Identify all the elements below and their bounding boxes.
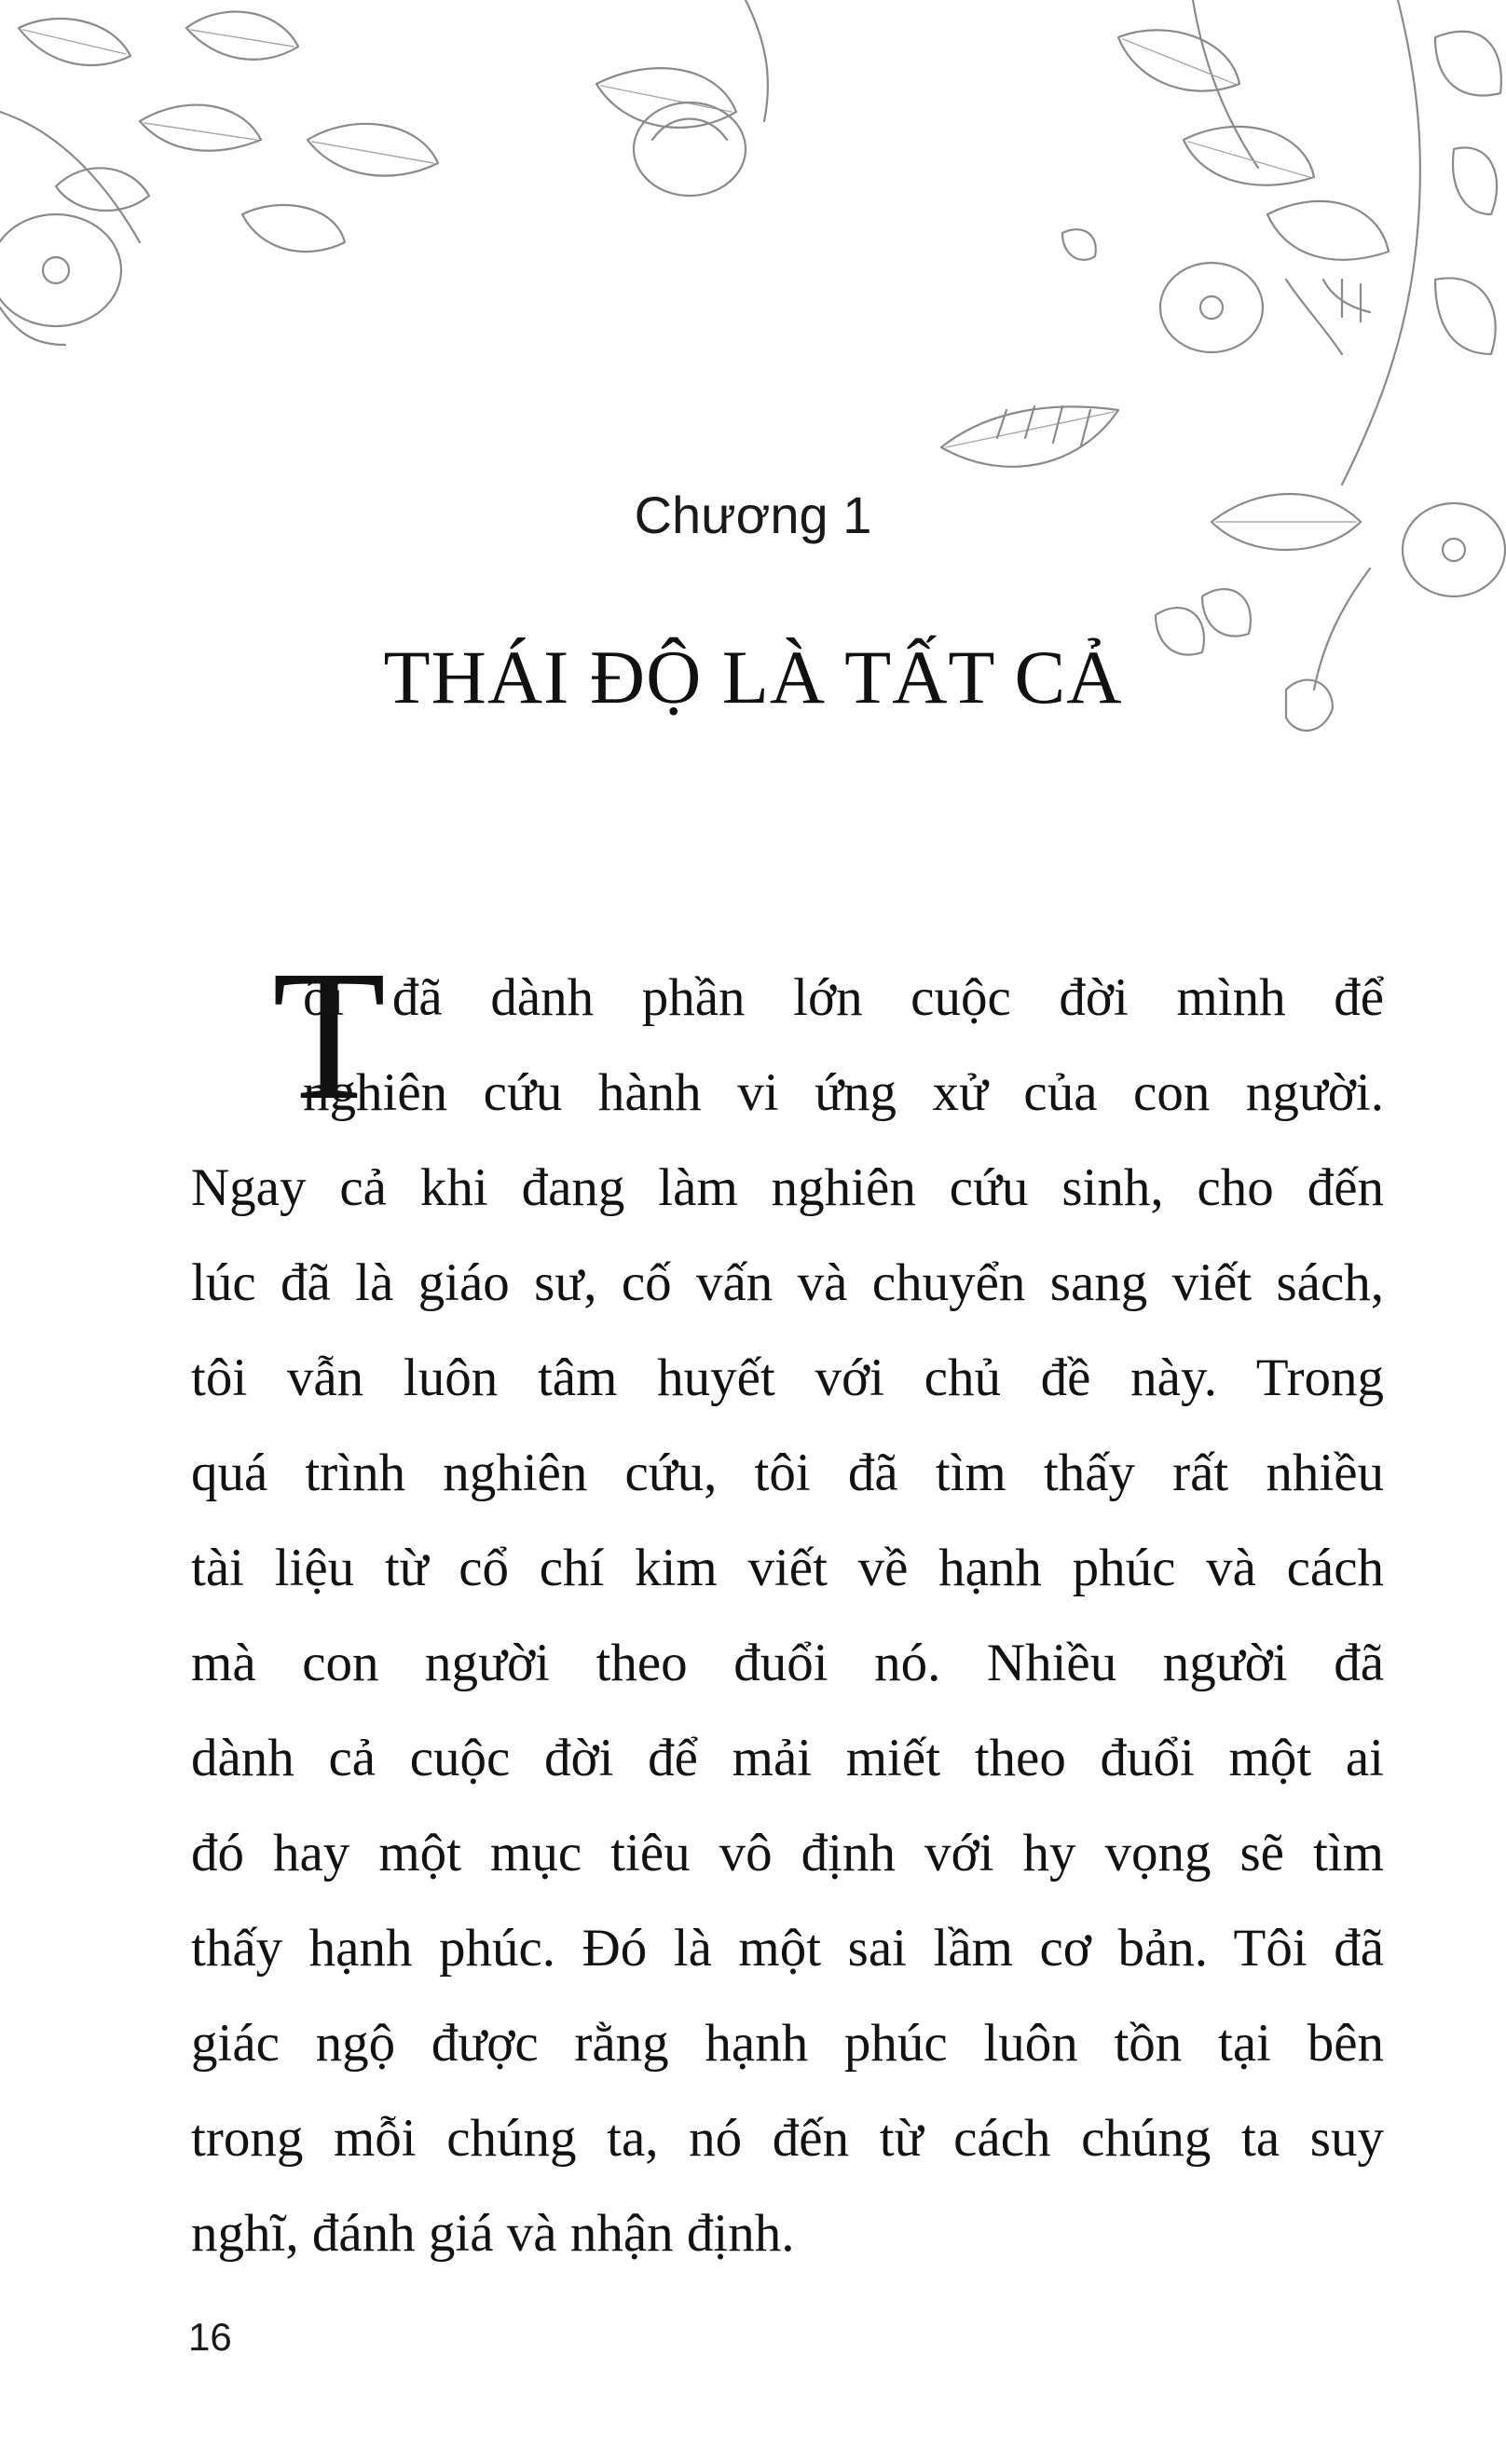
text-line: trong mỗi chúng ta, nó đến từ cách chúng ta suy [191,2109,1384,2168]
text-line: giác ngộ được rằng hạnh phúc luôn tồn tại bên [191,2014,1384,2073]
text-line: dành cả cuộc đời để mải miết theo đuổi một ai [191,1729,1384,1787]
chapter-title: THÁI ĐỘ LÀ TẤT CẢ [383,635,1123,719]
text-line: thấy hạnh phúc. Đó là một sai lầm cơ bản. Tôi đã [191,1919,1384,1978]
text-line: đó hay một mục tiêu vô định với hy vọng sẽ tìm [191,1824,1384,1882]
text-line: tôi vẫn luôn tâm huyết với chủ đề này. Trong [191,1348,1384,1407]
text-line: lúc đã là giáo sư, cố vấn và chuyển sang viết sách, [191,1253,1384,1312]
drop-cap: T [272,933,387,1139]
body-paragraph [191,951,1384,2281]
text-line: nghiên cứu hành vi ứng xử của con người. [303,1063,1384,1122]
text-line: nghĩ, đánh giá và nhận định. [191,2204,795,2263]
text-line: Ngay cả khi đang làm nghiên cứu sinh, cho đến [191,1158,1384,1217]
text-line: mà con người theo đuổi nó. Nhiều người đã [191,1634,1384,1692]
chapter-label: Chương 1 [634,486,872,544]
text-line: ôi đã dành phần lớn cuộc đời mình để [303,968,1384,1027]
text-line: tài liệu từ cổ chí kim viết về hạnh phúc và cách [191,1539,1384,1597]
text-line: quá trình nghiên cứu, tôi đã tìm thấy rất nhiều [191,1444,1384,1502]
page-number: 16 [188,2315,232,2359]
